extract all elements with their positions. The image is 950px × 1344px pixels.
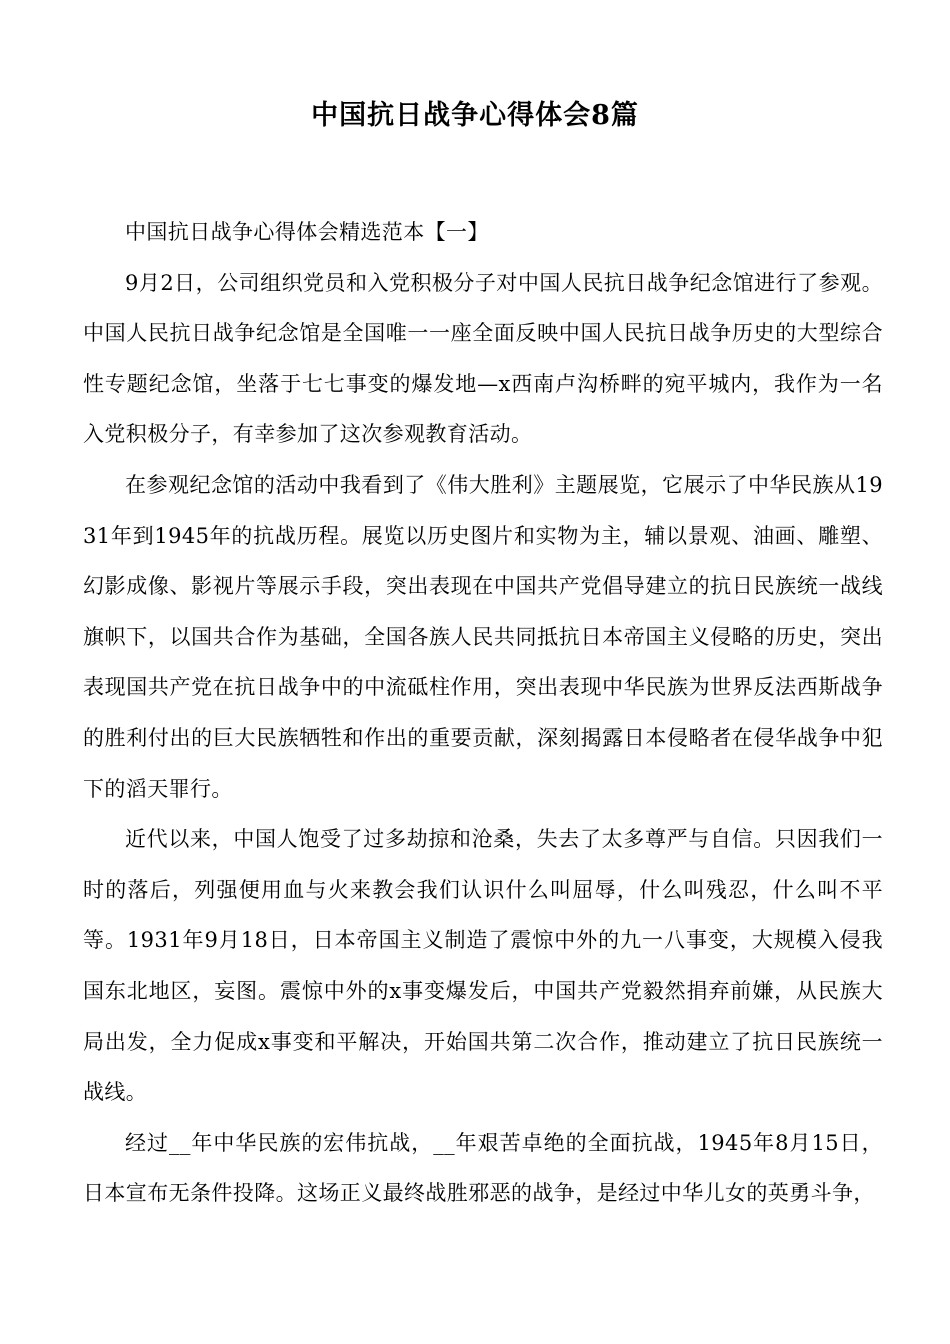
document-title: 中国抗日战争心得体会8篇 [311, 100, 639, 131]
paragraph: 近代以来，中国人饱受了过多劫掠和沧桑，失去了太多尊严与自信。只因我们一时的落后，列强便用血与火来教会我们认识什么叫屈辱，什么叫残忍，什么叫不平等。1931年9月18日，日本帝国主义制造了震惊中外的九一八事变，大规模入侵我国东北地区，妄图。震惊中外的x事变爆发后，中国共产党毅然捐弃前嫌，从民族大局出发，全力促成x事变和平解决，开始国共第二次合作，推动建立了抗日民族统一战线。 [83, 827, 883, 1105]
section-heading: 中国抗日战争心得体会精选范本【一】 [125, 220, 489, 244]
paragraph: 在参观纪念馆的活动中我看到了《伟大胜利》主题展览，它展示了中华民族从1931年到1945年的抗战历程。展览以历史图片和实物为主，辅以景观、油画、雕塑、幻影成像、影视片等展示手段，突出表现在中国共产党倡导建立的抗日民族统一战线旗帜下，以国共合作为基础，全国各族人民共同抵抗日本帝国主义侵略的历史，突出表现国共产党在抗日战争中的中流砥柱作用，突出表现中华民族为世界反法西斯战争的胜利付出的巨大民族牺牲和作出的重要贡献，深刻揭露日本侵略者在侵华战争中犯下的滔天罪行。 [83, 472, 883, 801]
paragraph: 9月2日，公司组织党员和入党积极分子对中国人民抗日战争纪念馆进行了参观。中国人民抗日战争纪念馆是全国唯一一座全面反映中国人民抗日战争历史的大型综合性专题纪念馆，坐落于七七事变的爆发地—x西南卢沟桥畔的宛平城内，我作为一名入党积极分子，有幸参加了这次参观教育活动。 [83, 270, 883, 447]
paragraph: 经过__年中华民族的宏伟抗战，__年艰苦卓绝的全面抗战，1945年8月15日，日本宣布无条件投降。这场正义最终战胜邪恶的战争，是经过中华儿女的英勇斗争， [83, 1130, 883, 1206]
document-body [83, 207, 883, 1219]
